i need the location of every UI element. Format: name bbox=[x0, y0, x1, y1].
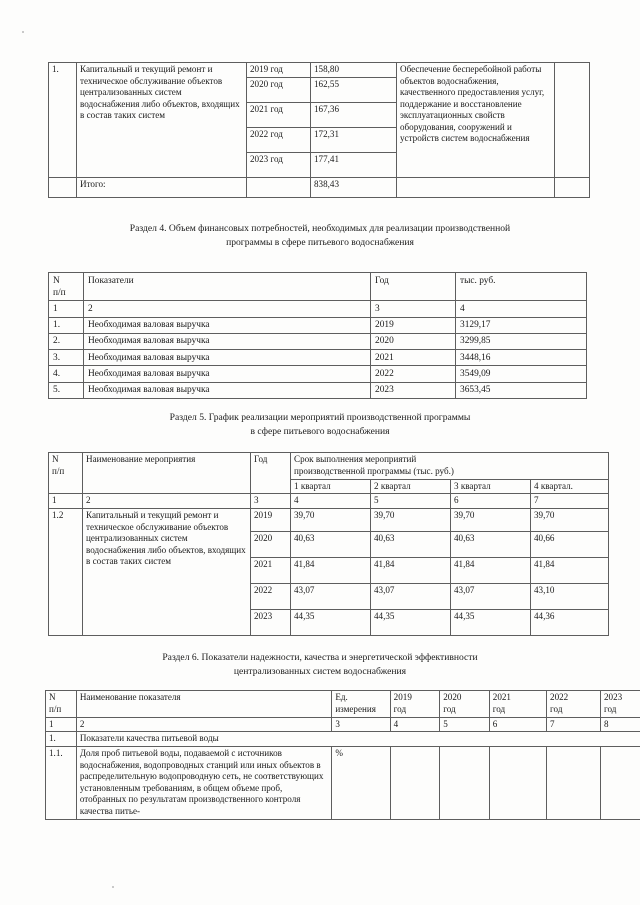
colnum-5: 5 bbox=[440, 717, 490, 732]
cell-value-2020 bbox=[440, 747, 490, 819]
table-row bbox=[46, 747, 640, 819]
cell-purpose: Обеспечение бесперебойной работы объектов водоснабжения, качественного предоставления услуг, поддержание и восстановление эксплуатационных свойств оборудования, сооружений и устройств систем водоснабжения bbox=[397, 63, 555, 178]
header-term-line2: производственной программы (тыс. руб.) bbox=[294, 465, 454, 476]
header-q3: 3 квартал bbox=[451, 479, 531, 494]
cell-year: 2023 bbox=[371, 382, 456, 398]
cell-value: 3549,09 bbox=[456, 366, 587, 382]
table-section5 bbox=[48, 452, 609, 636]
colnum-4: 4 bbox=[291, 494, 371, 509]
cell-q4: 43,10 bbox=[531, 584, 609, 610]
section6-title bbox=[58, 651, 582, 678]
header-term-line1: Срок выполнения мероприятий bbox=[294, 454, 417, 464]
colnum-8: 8 bbox=[600, 717, 640, 732]
cell-year: 2021 bbox=[371, 350, 456, 366]
header-number-line1: N bbox=[52, 454, 59, 464]
cell-row-number: 5. bbox=[49, 382, 84, 398]
cell-q1: 43,07 bbox=[291, 584, 371, 610]
header-number-line2: п/п bbox=[49, 703, 62, 714]
cell-q4: 44,36 bbox=[531, 610, 609, 636]
header-year-2020 bbox=[440, 691, 490, 718]
cell-value-2019 bbox=[390, 747, 440, 819]
header-number-line1: N bbox=[53, 275, 60, 286]
table-section6 bbox=[45, 690, 640, 820]
cell-indicator: Необходимая валовая выручка bbox=[84, 317, 371, 333]
cell-year: 2020 bbox=[371, 333, 456, 349]
cell-indicator: Необходимая валовая выручка bbox=[84, 350, 371, 366]
cell-value-2021 bbox=[489, 747, 546, 819]
cell-row-number: 2. bbox=[49, 333, 84, 349]
colnum-6: 6 bbox=[489, 717, 546, 732]
colnum-1: 1 bbox=[49, 301, 84, 317]
header-number-line2: п/п bbox=[52, 465, 65, 476]
header-q2: 2 квартал bbox=[371, 479, 451, 494]
header-year-2019-line2: год bbox=[393, 703, 407, 714]
cell-row-number: 4. bbox=[49, 366, 84, 382]
header-unit-line1: Ед. bbox=[335, 692, 348, 702]
colnum-2: 2 bbox=[84, 301, 371, 317]
header-year-2023 bbox=[600, 691, 640, 718]
table-row-total bbox=[49, 177, 590, 197]
section5-title bbox=[60, 411, 580, 438]
cell-value-2023 bbox=[600, 747, 640, 819]
cell-value: 172,31 bbox=[311, 127, 397, 152]
cell-q3: 40,63 bbox=[451, 532, 531, 558]
cell-q3: 44,35 bbox=[451, 610, 531, 636]
header-unit-line2: измерения bbox=[335, 703, 376, 714]
cell-value: 162,55 bbox=[311, 77, 397, 102]
colnum-3: 3 bbox=[371, 301, 456, 317]
section6-title-line2: централизованных систем водоснабжения bbox=[233, 665, 407, 677]
cell-indicator: Доля проб питьевой воды, подаваемой с источников водоснабжения, водопроводных станций или иных объектов в распределительную водопроводную сеть, не соответствующих установленным требованиям, в общем объеме проб, отобранных по результатам производственного контроля качества питье- bbox=[76, 747, 331, 819]
header-q4: 4 квартал. bbox=[531, 479, 609, 494]
cell-value: 158,80 bbox=[311, 63, 397, 78]
table-row bbox=[49, 366, 587, 382]
cell-row-number: 1. bbox=[49, 63, 77, 178]
table-row bbox=[49, 350, 587, 366]
colnum-1: 1 bbox=[49, 494, 83, 509]
cell-empty bbox=[49, 177, 77, 197]
cell-empty bbox=[555, 63, 590, 178]
colnum-3: 3 bbox=[251, 494, 291, 509]
cell-empty bbox=[247, 177, 311, 197]
colnum-7: 7 bbox=[547, 717, 601, 732]
colnum-7: 7 bbox=[531, 494, 609, 509]
header-year-2021-line1: 2021 bbox=[492, 692, 511, 702]
table-row bbox=[49, 317, 587, 333]
cell-row-number: 1.1. bbox=[46, 747, 77, 819]
cell-year: 2019 bbox=[371, 317, 456, 333]
cell-total-value: 838,43 bbox=[311, 177, 397, 197]
header-year-2021-line2: год bbox=[492, 703, 506, 714]
table-group-row bbox=[46, 732, 640, 747]
header-year-2021 bbox=[489, 691, 546, 718]
cell-value: 3448,16 bbox=[456, 350, 587, 366]
header-year-2019 bbox=[390, 691, 440, 718]
cell-year: 2019 год bbox=[247, 63, 311, 78]
table-row bbox=[49, 63, 590, 78]
colnum-6: 6 bbox=[451, 494, 531, 509]
colnum-1: 1 bbox=[46, 717, 77, 732]
colnum-2: 2 bbox=[76, 717, 331, 732]
cell-group-number: 1. bbox=[46, 732, 77, 747]
cell-year: 2022 bbox=[371, 366, 456, 382]
header-year-2019-line1: 2019 bbox=[393, 692, 412, 702]
cell-row-number: 1. bbox=[49, 317, 84, 333]
table-section3-continuation bbox=[48, 62, 590, 198]
cell-q1: 40,63 bbox=[291, 532, 371, 558]
cell-value: 3653,45 bbox=[456, 382, 587, 398]
cell-total-label: Итого: bbox=[77, 177, 247, 197]
cell-indicator: Необходимая валовая выручка bbox=[84, 382, 371, 398]
cell-indicator: Необходимая валовая выручка bbox=[84, 333, 371, 349]
cell-year: 2021 bbox=[251, 558, 291, 584]
header-year-2023-line2: год bbox=[603, 703, 617, 714]
cell-q3: 43,07 bbox=[451, 584, 531, 610]
header-number-line1: N bbox=[49, 692, 56, 702]
cell-indicator: Необходимая валовая выручка bbox=[84, 366, 371, 382]
header-year-2023-line1: 2023 bbox=[603, 692, 623, 702]
cell-measure-name: Капитальный и текущий ремонт и техническое обслуживание объектов централизованных систем водоснабжения либо объектов, входящих в состав таких систем bbox=[83, 509, 251, 636]
section5-title-line2: в сфере питьевого водоснабжения bbox=[250, 425, 390, 437]
cell-q3: 41,84 bbox=[451, 558, 531, 584]
cell-year: 2023 год bbox=[247, 152, 311, 177]
cell-row-number: 3. bbox=[49, 350, 84, 366]
cell-value-2022 bbox=[547, 747, 601, 819]
header-measure: Наименование мероприятия bbox=[83, 453, 251, 494]
section4-title-line2: программы в сфере питьевого водоснабжения bbox=[226, 236, 414, 248]
scan-speck bbox=[112, 886, 114, 888]
cell-value: 177,41 bbox=[311, 152, 397, 177]
cell-year: 2020 bbox=[251, 532, 291, 558]
header-indicator: Наименование показателя bbox=[76, 691, 331, 718]
cell-group-label: Показатели качества питьевой воды bbox=[76, 732, 640, 747]
section6-title-line1: Раздел 6. Показатели надежности, качества и энергетической эффективности bbox=[162, 652, 478, 663]
table-colnumber-row bbox=[49, 301, 587, 317]
header-number bbox=[49, 453, 83, 494]
table-row bbox=[49, 382, 587, 398]
cell-year: 2021 год bbox=[247, 102, 311, 127]
table-header-row bbox=[46, 691, 640, 718]
cell-q2: 41,84 bbox=[371, 558, 451, 584]
header-unit bbox=[332, 691, 390, 718]
colnum-2: 2 bbox=[83, 494, 251, 509]
cell-measure-name: Капитальный и текущий ремонт и техническое обслуживание объектов централизованных систем водоснабжения либо объектов, входящих в состав таких систем bbox=[77, 63, 247, 178]
cell-q1: 39,70 bbox=[291, 509, 371, 532]
cell-unit: % bbox=[332, 747, 390, 819]
colnum-4: 4 bbox=[456, 301, 587, 317]
table-header-row bbox=[49, 273, 587, 301]
table-colnumber-row bbox=[46, 717, 640, 732]
cell-year: 2022 год bbox=[247, 127, 311, 152]
header-q1: 1 квартал bbox=[291, 479, 371, 494]
header-number-line2: п/п bbox=[53, 287, 66, 298]
cell-q4: 40,66 bbox=[531, 532, 609, 558]
header-number bbox=[49, 273, 84, 301]
table-section4 bbox=[48, 272, 587, 399]
cell-q2: 39,70 bbox=[371, 509, 451, 532]
header-indicator: Показатели bbox=[84, 273, 371, 301]
header-year-2022-line2: год bbox=[550, 703, 563, 714]
cell-row-number: 1.2 bbox=[49, 509, 83, 636]
colnum-3: 3 bbox=[332, 717, 390, 732]
cell-year: 2023 bbox=[251, 610, 291, 636]
header-year: Год bbox=[251, 453, 291, 494]
cell-year: 2022 bbox=[251, 584, 291, 610]
cell-year: 2020 год bbox=[247, 77, 311, 102]
header-term bbox=[291, 453, 609, 480]
cell-q2: 40,63 bbox=[371, 532, 451, 558]
cell-value: 3299,85 bbox=[456, 333, 587, 349]
cell-q2: 43,07 bbox=[371, 584, 451, 610]
cell-value: 3129,17 bbox=[456, 317, 587, 333]
cell-q1: 44,35 bbox=[291, 610, 371, 636]
cell-q4: 39,70 bbox=[531, 509, 609, 532]
table-row bbox=[49, 333, 587, 349]
header-year: Год bbox=[371, 273, 456, 301]
table-colnumber-row bbox=[49, 494, 609, 509]
section4-title bbox=[55, 222, 585, 249]
header-year-2022 bbox=[547, 691, 601, 718]
colnum-4: 4 bbox=[390, 717, 440, 732]
colnum-5: 5 bbox=[371, 494, 451, 509]
section4-title-line1: Раздел 4. Объем финансовых потребностей, необходимых для реализации производственной bbox=[129, 223, 511, 234]
cell-empty bbox=[555, 177, 590, 197]
cell-empty bbox=[397, 177, 555, 197]
cell-q4: 41,84 bbox=[531, 558, 609, 584]
cell-year: 2019 bbox=[251, 509, 291, 532]
header-year-2020-line1: 2020 bbox=[443, 692, 462, 702]
cell-value: 167,36 bbox=[311, 102, 397, 127]
cell-q3: 39,70 bbox=[451, 509, 531, 532]
section5-title-line1: Раздел 5. График реализации мероприятий производственной программы bbox=[169, 412, 471, 423]
cell-q1: 41,84 bbox=[291, 558, 371, 584]
header-year-2022-line1: 2022 bbox=[550, 692, 569, 702]
header-year-2020-line2: год bbox=[443, 703, 456, 714]
table-row bbox=[49, 509, 609, 532]
table-header-row bbox=[49, 453, 609, 480]
header-units: тыс. руб. bbox=[456, 273, 587, 301]
cell-q2: 44,35 bbox=[371, 610, 451, 636]
header-number bbox=[46, 691, 77, 718]
scan-speck bbox=[22, 31, 24, 33]
